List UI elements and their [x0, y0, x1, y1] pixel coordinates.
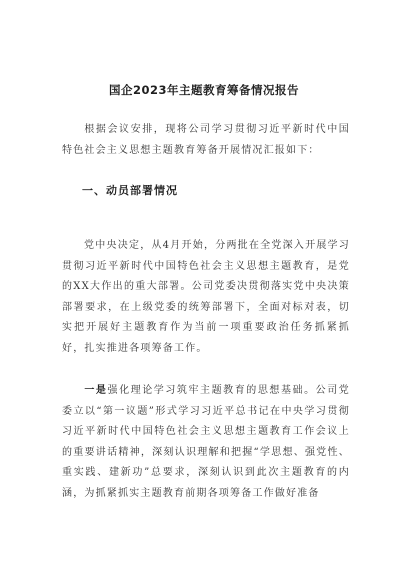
section-paragraph — [62, 381, 350, 504]
section-heading-mobilization: 一、动员部署情况 — [82, 184, 178, 197]
document-title: 国企2023年主题教育筹备情况报告 — [108, 83, 299, 97]
section-paragraph — [62, 236, 350, 359]
section-paragraph-text: 党中央决定，从4月开始，分两批在全党深入开展学习贯彻习近平新时代中国特色社会主义思想主题教育，是党的XX大作出的重大部署。公司党委决贯彻落实党中央决策部署要求，在上级党委的统筹部署下，全面对标对表，切实把开展好主题教育作为当前一项重要政治任务抓紧抓好，扎实推进各项筹备工作。 — [62, 240, 350, 354]
intro-paragraph — [62, 120, 350, 161]
section-paragraph-text: 强化理论学习筑牢主题教育的思想基础。公司党委立以“第一议题”形式学习习近平总书记在中央学习贯彻习近平新时代中国特色社会主义思想主题教育工作会议上的重要讲话精神，深刻认识理解和把握“学思想、强党性、重实践、建新功”总要求，深刻认识到此次主题教育的内涵，为抓紧抓实主题教育前期各项筹备工作做好准备 — [62, 385, 350, 499]
paragraph-lead-phrase: 一是 — [84, 385, 108, 396]
intro-text: 根据会议安排，现将公司学习贯彻习近平新时代中国特色社会主义思想主题教育筹备开展情况汇报如下： — [62, 124, 350, 156]
